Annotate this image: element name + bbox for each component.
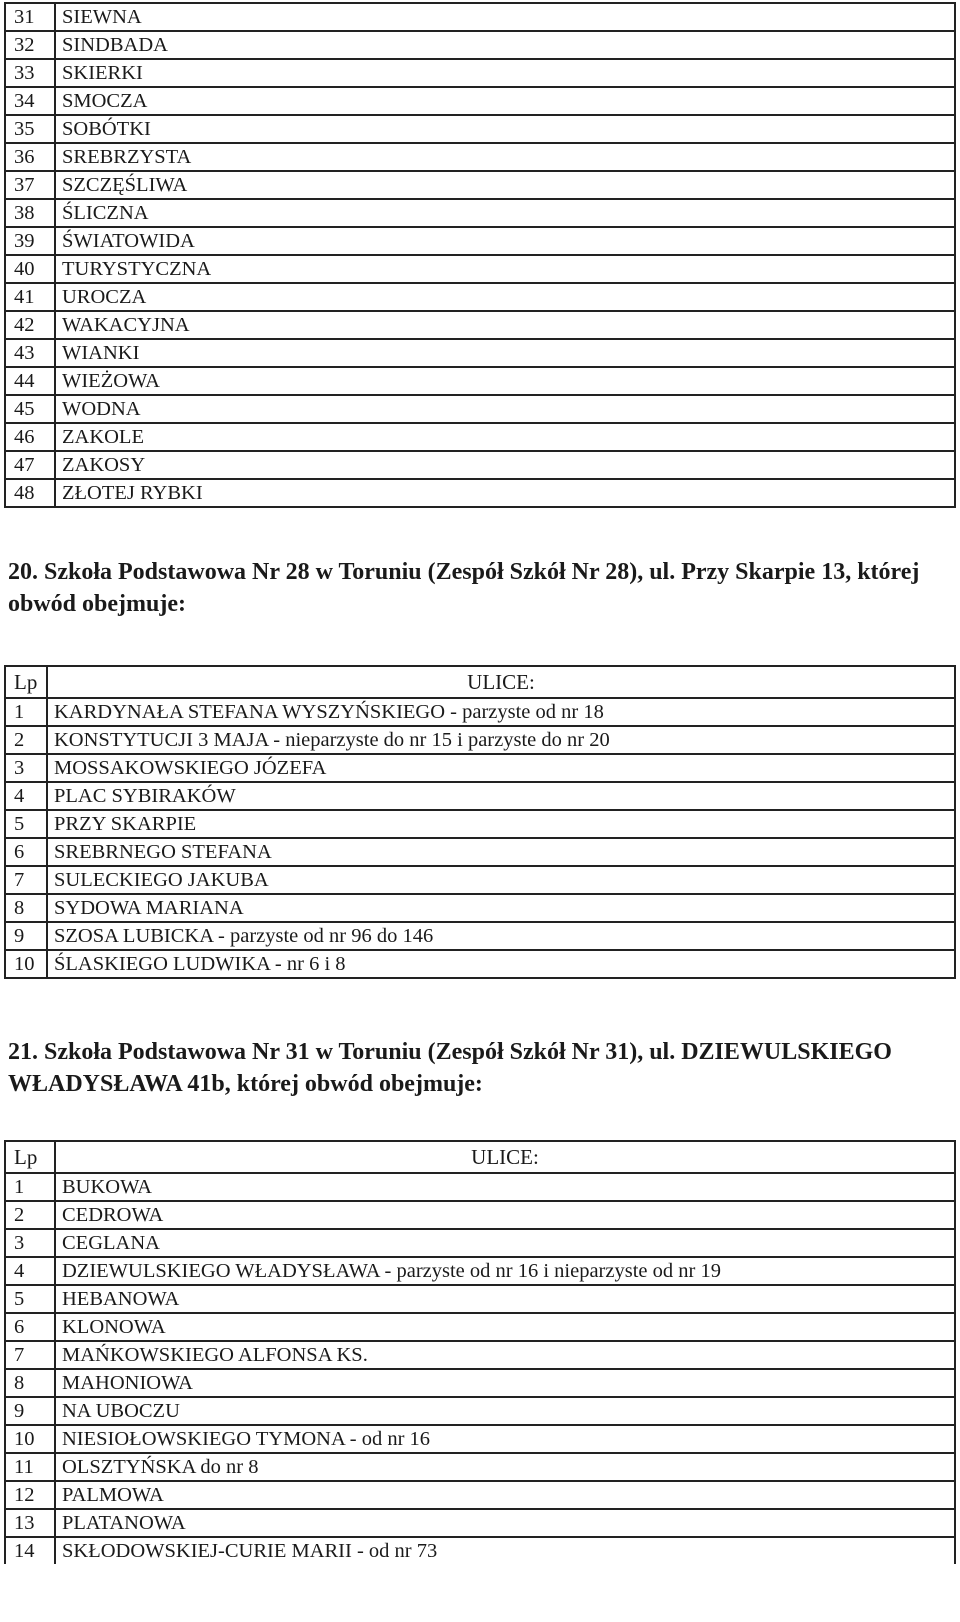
row-number: 6 <box>5 838 47 866</box>
table-row <box>5 1229 955 1257</box>
row-number: 4 <box>5 1257 55 1285</box>
row-number: 12 <box>5 1481 55 1509</box>
lp-header: Lp <box>5 1141 55 1173</box>
street-name: SZCZĘŚLIWA <box>55 171 955 199</box>
table-row <box>5 367 955 395</box>
table-row <box>5 479 955 507</box>
table-row <box>5 698 955 726</box>
table-row <box>5 199 955 227</box>
table-row <box>5 3 955 31</box>
table-row <box>5 255 955 283</box>
section-21-heading: 21. Szkoła Podstawowa Nr 31 w Toruniu (Zespół Szkół Nr 31), ul. DZIEWULSKIEGO WŁADYSŁAWA 41b, której obwód obejmuje: <box>8 1039 892 1097</box>
street-name: SULECKIEGO JAKUBA <box>47 866 955 894</box>
table-row <box>5 1285 955 1313</box>
row-number: 5 <box>5 1285 55 1313</box>
row-number: 7 <box>5 1341 55 1369</box>
row-number: 48 <box>5 479 55 507</box>
row-number: 40 <box>5 255 55 283</box>
table-row <box>5 339 955 367</box>
street-name: NA UBOCZU <box>55 1397 955 1425</box>
street-name: SREBRZYSTA <box>55 143 955 171</box>
street-name: MAŃKOWSKIEGO ALFONSA KS. <box>55 1341 955 1369</box>
row-number: 46 <box>5 423 55 451</box>
street-name: UROCZA <box>55 283 955 311</box>
row-number: 8 <box>5 1369 55 1397</box>
table-row <box>5 1425 955 1453</box>
table-row <box>5 171 955 199</box>
street-name: SKIERKI <box>55 59 955 87</box>
row-number: 10 <box>5 1425 55 1453</box>
row-number: 13 <box>5 1509 55 1537</box>
table-row <box>5 283 955 311</box>
street-name: SIEWNA <box>55 3 955 31</box>
street-name: WIEŻOWA <box>55 367 955 395</box>
street-name: SINDBADA <box>55 31 955 59</box>
row-number: 6 <box>5 1313 55 1341</box>
row-number: 41 <box>5 283 55 311</box>
table-row <box>5 894 955 922</box>
table-row <box>5 1257 955 1285</box>
row-number: 33 <box>5 59 55 87</box>
street-name: KONSTYTUCJI 3 MAJA - nieparzyste do nr 15 i parzyste do nr 20 <box>47 726 955 754</box>
row-number: 37 <box>5 171 55 199</box>
street-name: SKŁODOWSKIEJ-CURIE MARII - od nr 73 <box>55 1537 955 1564</box>
row-number: 9 <box>5 922 47 950</box>
street-name: SZOSA LUBICKA - parzyste od nr 96 do 146 <box>47 922 955 950</box>
row-number: 43 <box>5 339 55 367</box>
table-row <box>5 143 955 171</box>
row-number: 36 <box>5 143 55 171</box>
table-row <box>5 1173 955 1201</box>
street-name: MAHONIOWA <box>55 1369 955 1397</box>
table-row <box>5 395 955 423</box>
street-name: WIANKI <box>55 339 955 367</box>
streets-header: ULICE: <box>47 666 955 698</box>
table-row <box>5 59 955 87</box>
street-name: ZAKOLE <box>55 423 955 451</box>
row-number: 3 <box>5 754 47 782</box>
street-name: SREBRNEGO STEFANA <box>47 838 955 866</box>
street-name: PRZY SKARPIE <box>47 810 955 838</box>
street-name: WODNA <box>55 395 955 423</box>
street-table-body <box>5 3 955 507</box>
row-number: 2 <box>5 1201 55 1229</box>
row-number: 1 <box>5 1173 55 1201</box>
street-name: CEGLANA <box>55 1229 955 1257</box>
table-row <box>5 227 955 255</box>
section-20-heading: 20. Szkoła Podstawowa Nr 28 w Toruniu (Zespół Szkół Nr 28), ul. Przy Skarpie 13, której obwód obejmuje: <box>8 559 920 617</box>
row-number: 11 <box>5 1453 55 1481</box>
table-row <box>5 1481 955 1509</box>
street-name: PLAC SYBIRAKÓW <box>47 782 955 810</box>
table-row <box>5 1341 955 1369</box>
table-row <box>5 1509 955 1537</box>
table-row <box>5 866 955 894</box>
lp-header: Lp <box>5 666 47 698</box>
row-number: 5 <box>5 810 47 838</box>
table-row <box>5 31 955 59</box>
row-number: 34 <box>5 87 55 115</box>
table-header-row <box>5 666 955 698</box>
row-number: 14 <box>5 1537 55 1564</box>
table-row <box>5 451 955 479</box>
street-name: MOSSAKOWSKIEGO JÓZEFA <box>47 754 955 782</box>
street-name: SMOCZA <box>55 87 955 115</box>
table-row <box>5 1369 955 1397</box>
table-row <box>5 838 955 866</box>
street-name: WAKACYJNA <box>55 311 955 339</box>
table-row <box>5 115 955 143</box>
street-name: KLONOWA <box>55 1313 955 1341</box>
row-number: 1 <box>5 698 47 726</box>
row-number: 7 <box>5 866 47 894</box>
street-table-section-20 <box>4 665 956 979</box>
street-name: ŚWIATOWIDA <box>55 227 955 255</box>
table-row <box>5 1313 955 1341</box>
street-name: OLSZTYŃSKA do nr 8 <box>55 1453 955 1481</box>
street-name: ZŁOTEJ RYBKI <box>55 479 955 507</box>
row-number: 8 <box>5 894 47 922</box>
row-number: 3 <box>5 1229 55 1257</box>
row-number: 4 <box>5 782 47 810</box>
street-table-section-21 <box>4 1140 956 1564</box>
row-number: 9 <box>5 1397 55 1425</box>
street-name: KARDYNAŁA STEFANA WYSZYŃSKIEGO - parzyste od nr 18 <box>47 698 955 726</box>
row-number: 38 <box>5 199 55 227</box>
row-number: 45 <box>5 395 55 423</box>
streets-header: ULICE: <box>55 1141 955 1173</box>
street-name: BUKOWA <box>55 1173 955 1201</box>
street-table-body <box>5 1141 955 1564</box>
street-name: TURYSTYCZNA <box>55 255 955 283</box>
street-name: PLATANOWA <box>55 1509 955 1537</box>
table-row <box>5 922 955 950</box>
street-name: SOBÓTKI <box>55 115 955 143</box>
street-name: SYDOWA MARIANA <box>47 894 955 922</box>
table-row <box>5 754 955 782</box>
table-row <box>5 1397 955 1425</box>
row-number: 31 <box>5 3 55 31</box>
row-number: 42 <box>5 311 55 339</box>
row-number: 2 <box>5 726 47 754</box>
table-row <box>5 782 955 810</box>
table-row <box>5 1201 955 1229</box>
street-name: CEDROWA <box>55 1201 955 1229</box>
row-number: 32 <box>5 31 55 59</box>
street-name: PALMOWA <box>55 1481 955 1509</box>
row-number: 44 <box>5 367 55 395</box>
row-number: 47 <box>5 451 55 479</box>
street-name: DZIEWULSKIEGO WŁADYSŁAWA - parzyste od nr 16 i nieparzyste od nr 19 <box>55 1257 955 1285</box>
table-row <box>5 311 955 339</box>
table-row <box>5 726 955 754</box>
table-header-row <box>5 1141 955 1173</box>
street-name: ŚLICZNA <box>55 199 955 227</box>
row-number: 39 <box>5 227 55 255</box>
street-name: ZAKOSY <box>55 451 955 479</box>
table-row <box>5 950 955 978</box>
row-number: 35 <box>5 115 55 143</box>
street-name: NIESIOŁOWSKIEGO TYMONA - od nr 16 <box>55 1425 955 1453</box>
table-row <box>5 423 955 451</box>
street-name: ŚLASKIEGO LUDWIKA - nr 6 i 8 <box>47 950 955 978</box>
row-number: 10 <box>5 950 47 978</box>
street-table-section-19-continued <box>4 2 956 508</box>
table-row <box>5 1453 955 1481</box>
table-row <box>5 810 955 838</box>
table-row <box>5 87 955 115</box>
street-table-body <box>5 666 955 978</box>
street-name: HEBANOWA <box>55 1285 955 1313</box>
table-row <box>5 1537 955 1564</box>
